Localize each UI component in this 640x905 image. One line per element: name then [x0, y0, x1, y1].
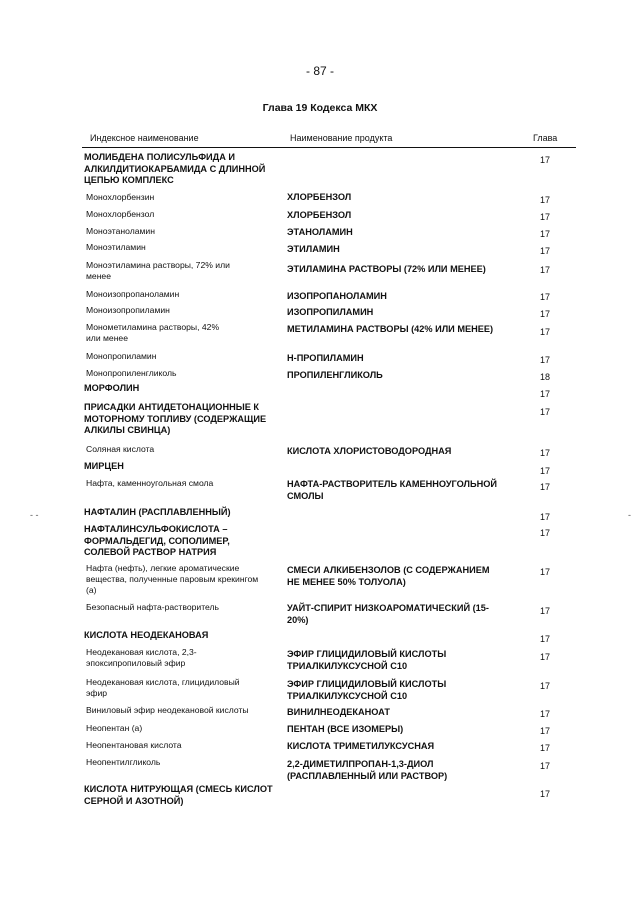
row-product-name: КИСЛОТА ХЛОРИСТОВОДОРОДНАЯ — [287, 446, 452, 456]
row-index-name: Нафта, каменноугольная смола — [86, 478, 214, 488]
row-chapter: 17 — [540, 212, 551, 222]
page-title: Глава 19 Кодекса МКХ — [262, 102, 378, 114]
row-chapter: 17 — [540, 466, 551, 476]
row-product-name: ИЗОПРОПИЛАМИН — [287, 307, 374, 317]
row-product-name: ЭФИР ГЛИЦИДИЛОВЫЙ КИСЛОТЫ ТРИАЛКИЛУКСУСНОЙ С10 — [287, 679, 447, 701]
row-chapter: 18 — [540, 372, 551, 382]
row-chapter: 17 — [540, 709, 551, 719]
row-chapter: 17 — [540, 229, 551, 239]
row-index-name: Виниловый эфир неодекановой кислоты — [86, 705, 249, 715]
row-index-name: КИСЛОТА НИТРУЮЩАЯ (СМЕСЬ КИСЛОТ СЕРНОЙ И АЗОТНОЙ) — [84, 784, 273, 806]
row-chapter: 17 — [540, 681, 551, 691]
row-index-name: Неодекановая кислота, 2,3-эпоксипропиловый эфир — [86, 647, 197, 668]
row-product-name: ХЛОРБЕНЗОЛ — [287, 210, 352, 220]
row-index-name: Моноэтаноламин — [86, 226, 155, 236]
row-chapter: 17 — [540, 761, 551, 771]
row-chapter: 17 — [540, 634, 551, 644]
row-product-name: ЭТАНОЛАМИН — [287, 227, 353, 237]
row-index-name: Моноизопропиламин — [86, 305, 170, 315]
row-product-name: ВИНИЛНЕОДЕКАНОАТ — [287, 707, 390, 717]
column-header-index-name: Индексное наименование — [90, 133, 199, 143]
row-chapter: 17 — [540, 309, 551, 319]
row-index-name: Неопентан (а) — [86, 723, 143, 733]
row-chapter: 17 — [540, 246, 551, 256]
header-divider — [82, 147, 576, 148]
row-product-name: СМЕСИ АЛКИБЕНЗОЛОВ (С СОДЕРЖАНИЕМ НЕ МЕНЕЕ 50% ТОЛУОЛА) — [287, 565, 490, 587]
row-index-name: Монопропиленгликоль — [86, 368, 177, 378]
row-product-name: 2,2-ДИМЕТИЛПРОПАН-1,3-ДИОЛ (РАСПЛАВЛЕННЫЙ ИЛИ РАСТВОР) — [287, 759, 448, 781]
row-chapter: 17 — [540, 448, 551, 458]
row-product-name: КИСЛОТА ТРИМЕТИЛУКСУСНАЯ — [287, 741, 435, 751]
row-index-name: Моноэтиламин — [86, 242, 146, 252]
row-index-name: Монохлорбензол — [86, 209, 155, 219]
column-header-chapter: Глава — [533, 133, 558, 143]
page-number: - 87 - — [305, 64, 334, 78]
row-index-name: ПРИСАДКИ АНТИДЕТОНАЦИОННЫЕ К МОТОРНОМУ ТОПЛИВУ (СОДЕРЖАЩИЕ АЛКИЛЫ СВИНЦА) — [84, 402, 267, 435]
row-product-name: ЭТИЛАМИНА РАСТВОРЫ (72% ИЛИ МЕНЕЕ) — [287, 264, 486, 274]
row-index-name: НАФТАЛИН (РАСПЛАВЛЕННЫЙ) — [84, 507, 231, 517]
row-index-name: Неодекановая кислота, глицидиловый эфир — [86, 677, 240, 698]
row-product-name: Н-ПРОПИЛАМИН — [287, 353, 364, 363]
row-product-name: ЭТИЛАМИН — [287, 244, 340, 254]
row-index-name: Монопропиламин — [86, 351, 157, 361]
row-chapter: 17 — [540, 567, 551, 577]
row-chapter: 17 — [540, 355, 551, 365]
row-chapter: 17 — [540, 512, 551, 522]
row-chapter: 17 — [540, 652, 551, 662]
row-index-name: НАФТАЛИНСУЛЬФОКИСЛОТА – ФОРМАЛЬДЕГИД, СОПОЛИМЕР, СОЛЕВОЙ РАСТВОР НАТРИЯ — [84, 524, 230, 557]
column-header-product-name: Наименование продукта — [290, 133, 393, 143]
row-chapter: 17 — [540, 195, 551, 205]
row-chapter: 17 — [540, 528, 551, 538]
row-product-name: НАФТА-РАСТВОРИТЕЛЬ КАМЕННОУГОЛЬНОЙ СМОЛЫ — [287, 479, 497, 501]
row-chapter: 17 — [540, 743, 551, 753]
right-margin-mark: - — [628, 510, 631, 520]
row-chapter: 17 — [540, 265, 551, 275]
left-margin-mark: - - — [30, 510, 39, 520]
row-chapter: 17 — [540, 407, 551, 417]
row-chapter: 17 — [540, 327, 551, 337]
row-product-name: ИЗОПРОПАНОЛАМИН — [287, 291, 387, 301]
row-index-name: Безопасный нафта-растворитель — [86, 602, 220, 612]
row-index-name: КИСЛОТА НЕОДЕКАНОВАЯ — [84, 630, 209, 640]
row-chapter: 17 — [540, 155, 551, 165]
row-index-name: Неопентановая кислота — [86, 740, 182, 750]
row-index-name: Монохлорбензин — [86, 192, 155, 202]
row-chapter: 17 — [540, 389, 551, 399]
row-chapter: 17 — [540, 292, 551, 302]
row-product-name: ПЕНТАН (ВСЕ ИЗОМЕРЫ) — [287, 724, 404, 734]
row-product-name: МЕТИЛАМИНА РАСТВОРЫ (42% ИЛИ МЕНЕЕ) — [287, 324, 494, 334]
row-product-name: ХЛОРБЕНЗОЛ — [287, 192, 352, 202]
row-index-name: МОРФОЛИН — [84, 383, 140, 393]
row-chapter: 17 — [540, 482, 551, 492]
row-index-name: Нафта (нефть), легкие ароматические вещества, полученные паровым крекингом (а) — [86, 563, 259, 595]
row-index-name: МИРЦЕН — [84, 461, 124, 471]
row-product-name: ЭФИР ГЛИЦИДИЛОВЫЙ КИСЛОТЫ ТРИАЛКИЛУКСУСНОЙ С10 — [287, 649, 447, 671]
row-index-name: Моноэтиламина растворы, 72% или менее — [86, 260, 230, 281]
row-product-name: ПРОПИЛЕНГЛИКОЛЬ — [287, 370, 383, 380]
row-chapter: 17 — [540, 789, 551, 799]
row-index-name: Монометиламина растворы, 42% или менее — [86, 322, 220, 343]
row-chapter: 17 — [540, 606, 551, 616]
row-chapter: 17 — [540, 726, 551, 736]
row-product-name: УАЙТ-СПИРИТ НИЗКОАРОМАТИЧЕСКИЙ (15-20%) — [287, 603, 489, 625]
row-index-name: Неопентилгликоль — [86, 757, 161, 767]
row-index-name: МОЛИБДЕНА ПОЛИСУЛЬФИДА И АЛКИЛДИТИОКАРБАМИДА С ДЛИННОЙ ЦЕПЬЮ КОМПЛЕКС — [84, 152, 266, 185]
row-index-name: Моноизопропаноламин — [86, 289, 180, 299]
row-index-name: Соляная кислота — [86, 444, 155, 454]
